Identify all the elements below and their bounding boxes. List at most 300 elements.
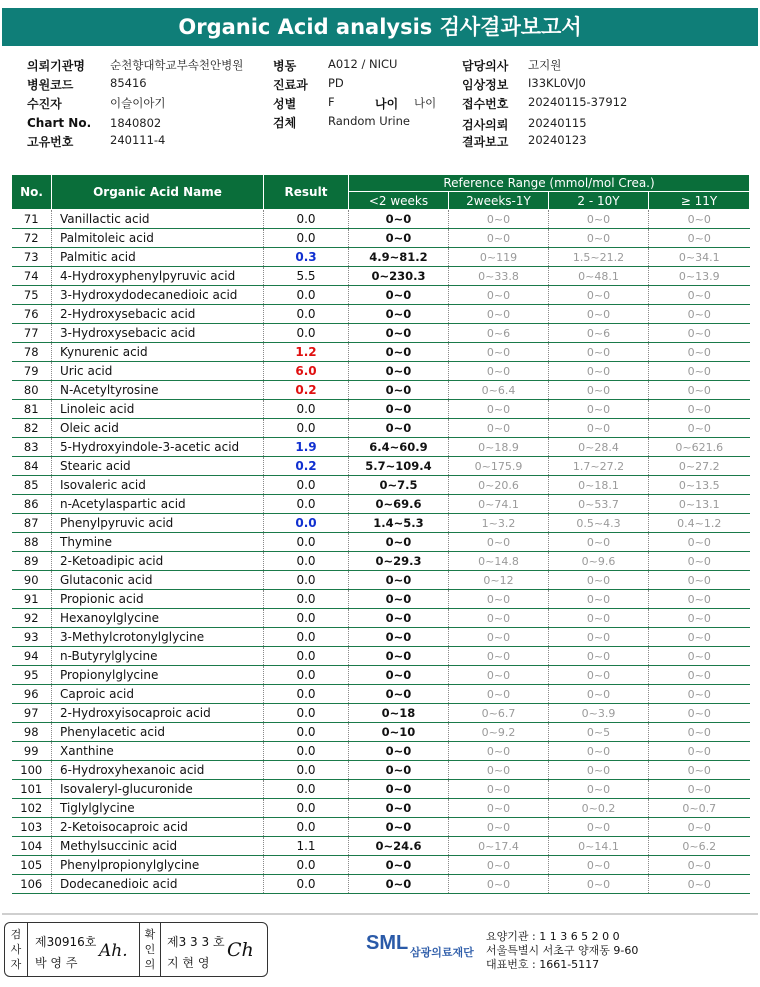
acid-name: 2-Hydroxysebacic acid bbox=[52, 305, 264, 324]
range-2weeks-1y: 0~0 bbox=[449, 799, 549, 818]
supervisor-name: 지 현 영 bbox=[167, 956, 210, 970]
info-label: 담당의사 bbox=[462, 59, 509, 73]
range-2weeks-1y: 0~17.4 bbox=[449, 837, 549, 856]
row-number: 78 bbox=[12, 343, 52, 362]
range-under-2-weeks: 0~0 bbox=[349, 381, 449, 400]
lab-info-line: 요양기관 : 1 1 3 6 5 2 0 0 bbox=[486, 930, 620, 943]
range-2-10y: 0~0 bbox=[549, 742, 649, 761]
range-under-2-weeks: 0~0 bbox=[349, 419, 449, 438]
range-under-2-weeks: 6.4~60.9 bbox=[349, 438, 449, 457]
range-11y-plus: 0~0 bbox=[649, 419, 750, 438]
info-value: 20240123 bbox=[528, 133, 587, 147]
range-11y-plus: 0~0 bbox=[649, 590, 750, 609]
acid-name: Isovaleryl-glucuronide bbox=[52, 780, 264, 799]
info-label: 고유번호 bbox=[27, 135, 74, 149]
acid-name: Glutaconic acid bbox=[52, 571, 264, 590]
footer-divider bbox=[2, 913, 758, 915]
info-label: 병원코드 bbox=[27, 78, 74, 92]
result-value: 0.0 bbox=[264, 324, 349, 343]
range-under-2-weeks: 1.4~5.3 bbox=[349, 514, 449, 533]
range-under-2-weeks: 0~0 bbox=[349, 856, 449, 875]
range-11y-plus: 0~0 bbox=[649, 552, 750, 571]
range-2weeks-1y: 0~74.1 bbox=[449, 495, 549, 514]
info-value: 나이 bbox=[414, 96, 437, 110]
row-number: 82 bbox=[12, 419, 52, 438]
result-value: 0.0 bbox=[264, 514, 349, 533]
acid-name: Thymine bbox=[52, 533, 264, 552]
row-number: 77 bbox=[12, 324, 52, 343]
row-number: 95 bbox=[12, 666, 52, 685]
range-2weeks-1y: 0~0 bbox=[449, 628, 549, 647]
row-number: 83 bbox=[12, 438, 52, 457]
range-2-10y: 0~0 bbox=[549, 362, 649, 381]
range-2-10y: 0~0 bbox=[549, 229, 649, 248]
result-value: 1.1 bbox=[264, 837, 349, 856]
table-row bbox=[12, 381, 750, 400]
range-11y-plus: 0~0 bbox=[649, 723, 750, 742]
range-2weeks-1y: 0~14.8 bbox=[449, 552, 549, 571]
info-value: 이슬이아기 bbox=[110, 96, 166, 110]
range-under-2-weeks: 5.7~109.4 bbox=[349, 457, 449, 476]
range-under-2-weeks: 0~0 bbox=[349, 742, 449, 761]
range-2weeks-1y: 0~0 bbox=[449, 666, 549, 685]
range-2-10y: 0~0 bbox=[549, 381, 649, 400]
acid-name: 3-Hydroxysebacic acid bbox=[52, 324, 264, 343]
info-value: 고지원 bbox=[528, 58, 562, 72]
result-value: 0.0 bbox=[264, 476, 349, 495]
row-number: 106 bbox=[12, 875, 52, 894]
range-11y-plus: 0~0 bbox=[649, 761, 750, 780]
range-2-10y: 0~0 bbox=[549, 419, 649, 438]
result-value: 0.0 bbox=[264, 647, 349, 666]
result-value: 1.9 bbox=[264, 438, 349, 457]
range-11y-plus: 0~0 bbox=[649, 400, 750, 419]
table-row bbox=[12, 438, 750, 457]
result-value: 0.2 bbox=[264, 457, 349, 476]
range-under-2-weeks: 0~0 bbox=[349, 647, 449, 666]
acid-name: n-Butyrylglycine bbox=[52, 647, 264, 666]
info-label: 검체 bbox=[273, 116, 297, 130]
acid-name: 4-Hydroxyphenylpyruvic acid bbox=[52, 267, 264, 286]
range-under-2-weeks: 0~0 bbox=[349, 590, 449, 609]
result-value: 0.0 bbox=[264, 666, 349, 685]
result-value: 0.0 bbox=[264, 609, 349, 628]
range-11y-plus: 0~0 bbox=[649, 647, 750, 666]
range-2-10y: 0~0 bbox=[549, 343, 649, 362]
row-number: 92 bbox=[12, 609, 52, 628]
table-row bbox=[12, 305, 750, 324]
range-2weeks-1y: 0~9.2 bbox=[449, 723, 549, 742]
range-11y-plus: 0~0 bbox=[649, 685, 750, 704]
acid-name: Methylsuccinic acid bbox=[52, 837, 264, 856]
info-value: A012 / NICU bbox=[328, 57, 398, 71]
range-under-2-weeks: 0~0 bbox=[349, 362, 449, 381]
range-2-10y: 0~0 bbox=[549, 647, 649, 666]
table-row bbox=[12, 685, 750, 704]
range-2weeks-1y: 0~0 bbox=[449, 761, 549, 780]
acid-name: Isovaleric acid bbox=[52, 476, 264, 495]
result-value: 0.3 bbox=[264, 248, 349, 267]
result-value: 0.0 bbox=[264, 400, 349, 419]
range-under-2-weeks: 0~0 bbox=[349, 799, 449, 818]
range-2weeks-1y: 0~0 bbox=[449, 419, 549, 438]
range-under-2-weeks: 0~230.3 bbox=[349, 267, 449, 286]
lab-info-line: 서울특별시 서초구 양재동 9-60 bbox=[486, 944, 639, 957]
range-2-10y: 0~53.7 bbox=[549, 495, 649, 514]
range-2weeks-1y: 0~119 bbox=[449, 248, 549, 267]
row-number: 89 bbox=[12, 552, 52, 571]
row-number: 104 bbox=[12, 837, 52, 856]
range-2weeks-1y: 0~0 bbox=[449, 362, 549, 381]
range-2-10y: 0~9.6 bbox=[549, 552, 649, 571]
info-label: 나이 bbox=[375, 97, 399, 111]
range-2weeks-1y: 0~18.9 bbox=[449, 438, 549, 457]
result-value: 0.0 bbox=[264, 286, 349, 305]
range-under-2-weeks: 0~0 bbox=[349, 685, 449, 704]
acid-name: 6-Hydroxyhexanoic acid bbox=[52, 761, 264, 780]
row-number: 102 bbox=[12, 799, 52, 818]
range-2-10y: 0~0 bbox=[549, 628, 649, 647]
acid-name: Propionic acid bbox=[52, 590, 264, 609]
row-number: 73 bbox=[12, 248, 52, 267]
inspector-license: 제30916호 bbox=[35, 935, 97, 949]
row-number: 99 bbox=[12, 742, 52, 761]
acid-name: Phenylpropionylglycine bbox=[52, 856, 264, 875]
range-11y-plus: 0~13.9 bbox=[649, 267, 750, 286]
range-2weeks-1y: 0~6.7 bbox=[449, 704, 549, 723]
row-number: 85 bbox=[12, 476, 52, 495]
range-2-10y: 0~0 bbox=[549, 609, 649, 628]
range-11y-plus: 0~0 bbox=[649, 609, 750, 628]
range-under-2-weeks: 0~0 bbox=[349, 609, 449, 628]
range-2weeks-1y: 1~3.2 bbox=[449, 514, 549, 533]
acid-name: Hexanoylglycine bbox=[52, 609, 264, 628]
acid-name: 5-Hydroxyindole-3-acetic acid bbox=[52, 438, 264, 457]
range-11y-plus: 0~0 bbox=[649, 286, 750, 305]
range-under-2-weeks: 0~18 bbox=[349, 704, 449, 723]
logo-text: 삼광의료재단 bbox=[410, 946, 474, 959]
acid-name: n-Acetylaspartic acid bbox=[52, 495, 264, 514]
range-2-10y: 0~0 bbox=[549, 400, 649, 419]
acid-name: N-Acetyltyrosine bbox=[52, 381, 264, 400]
table-row bbox=[12, 666, 750, 685]
range-2weeks-1y: 0~0 bbox=[449, 210, 549, 229]
range-2-10y: 1.5~21.2 bbox=[549, 248, 649, 267]
range-11y-plus: 0~0 bbox=[649, 628, 750, 647]
info-label: Chart No. bbox=[27, 116, 92, 130]
table-row bbox=[12, 571, 750, 590]
row-number: 96 bbox=[12, 685, 52, 704]
table-row bbox=[12, 457, 750, 476]
info-value: 85416 bbox=[110, 76, 147, 90]
acid-name: 2-Ketoisocaproic acid bbox=[52, 818, 264, 837]
row-number: 90 bbox=[12, 571, 52, 590]
table-row bbox=[12, 837, 750, 856]
col-header-result: Result bbox=[264, 175, 349, 210]
info-label: 결과보고 bbox=[462, 135, 509, 149]
range-under-2-weeks: 4.9~81.2 bbox=[349, 248, 449, 267]
range-11y-plus: 0~0.7 bbox=[649, 799, 750, 818]
info-label: 진료과 bbox=[273, 78, 308, 92]
info-label: 임상정보 bbox=[462, 78, 509, 92]
acid-name: Uric acid bbox=[52, 362, 264, 381]
row-number: 72 bbox=[12, 229, 52, 248]
range-11y-plus: 0~13.5 bbox=[649, 476, 750, 495]
info-label: 병동 bbox=[273, 59, 297, 73]
range-2-10y: 0~6 bbox=[549, 324, 649, 343]
result-value: 0.0 bbox=[264, 818, 349, 837]
result-value: 0.0 bbox=[264, 571, 349, 590]
result-value: 0.0 bbox=[264, 628, 349, 647]
table-row bbox=[12, 704, 750, 723]
result-value: 0.0 bbox=[264, 875, 349, 894]
result-value: 1.2 bbox=[264, 343, 349, 362]
patient-info bbox=[0, 56, 760, 152]
row-number: 88 bbox=[12, 533, 52, 552]
result-value: 0.0 bbox=[264, 761, 349, 780]
range-2-10y: 0.5~4.3 bbox=[549, 514, 649, 533]
range-2-10y: 0~14.1 bbox=[549, 837, 649, 856]
col-header-range: ≥ 11Y bbox=[649, 192, 750, 210]
table-row bbox=[12, 761, 750, 780]
range-under-2-weeks: 0~24.6 bbox=[349, 837, 449, 856]
info-label: 검사의뢰 bbox=[462, 118, 509, 132]
range-2weeks-1y: 0~6.4 bbox=[449, 381, 549, 400]
row-number: 74 bbox=[12, 267, 52, 286]
table-row bbox=[12, 248, 750, 267]
acid-name: Caproic acid bbox=[52, 685, 264, 704]
row-number: 87 bbox=[12, 514, 52, 533]
table-row bbox=[12, 286, 750, 305]
row-number: 86 bbox=[12, 495, 52, 514]
supervisor-label: 확인의 bbox=[144, 928, 156, 971]
range-2-10y: 0~0 bbox=[549, 875, 649, 894]
result-value: 0.0 bbox=[264, 780, 349, 799]
range-11y-plus: 0~0 bbox=[649, 362, 750, 381]
inspector-signature: Ah. bbox=[99, 941, 128, 961]
range-2weeks-1y: 0~0 bbox=[449, 229, 549, 248]
range-2weeks-1y: 0~0 bbox=[449, 286, 549, 305]
table-row bbox=[12, 324, 750, 343]
acid-name: Stearic acid bbox=[52, 457, 264, 476]
range-2weeks-1y: 0~0 bbox=[449, 818, 549, 837]
info-label: 수진자 bbox=[27, 97, 62, 111]
info-value: PD bbox=[328, 76, 344, 90]
supervisor-signature: Ch bbox=[227, 939, 254, 961]
range-11y-plus: 0~621.6 bbox=[649, 438, 750, 457]
result-value: 0.0 bbox=[264, 495, 349, 514]
range-11y-plus: 0~0 bbox=[649, 666, 750, 685]
table-row bbox=[12, 533, 750, 552]
row-number: 93 bbox=[12, 628, 52, 647]
range-2-10y: 0~0 bbox=[549, 533, 649, 552]
range-under-2-weeks: 0~0 bbox=[349, 818, 449, 837]
acid-name: Propionylglycine bbox=[52, 666, 264, 685]
range-under-2-weeks: 0~0 bbox=[349, 780, 449, 799]
acid-name: 2-Hydroxyisocaproic acid bbox=[52, 704, 264, 723]
col-header-reference: Reference Range (mmol/mol Crea.) bbox=[349, 175, 750, 192]
acid-name: Tiglylglycine bbox=[52, 799, 264, 818]
range-2weeks-1y: 0~0 bbox=[449, 533, 549, 552]
range-2-10y: 0~0 bbox=[549, 210, 649, 229]
table-row bbox=[12, 647, 750, 666]
results-table bbox=[11, 174, 750, 894]
table-row bbox=[12, 419, 750, 438]
info-value: I33KL0VJ0 bbox=[528, 76, 586, 90]
divider bbox=[27, 923, 28, 976]
acid-name: Xanthine bbox=[52, 742, 264, 761]
acid-name: Palmitoleic acid bbox=[52, 229, 264, 248]
range-2-10y: 0~0.2 bbox=[549, 799, 649, 818]
result-value: 0.0 bbox=[264, 742, 349, 761]
result-value: 0.0 bbox=[264, 590, 349, 609]
range-2weeks-1y: 0~6 bbox=[449, 324, 549, 343]
range-under-2-weeks: 0~0 bbox=[349, 571, 449, 590]
row-number: 84 bbox=[12, 457, 52, 476]
range-under-2-weeks: 0~0 bbox=[349, 875, 449, 894]
result-value: 0.0 bbox=[264, 685, 349, 704]
table-row bbox=[12, 780, 750, 799]
supervisor-license: 제3 3 3 호 bbox=[167, 935, 225, 949]
col-header-range: <2 weeks bbox=[349, 192, 449, 210]
acid-name: Kynurenic acid bbox=[52, 343, 264, 362]
table-row bbox=[12, 400, 750, 419]
row-number: 101 bbox=[12, 780, 52, 799]
table-row bbox=[12, 343, 750, 362]
acid-name: 3-Methylcrotonylglycine bbox=[52, 628, 264, 647]
sml-logo bbox=[366, 930, 486, 970]
range-11y-plus: 0~0 bbox=[649, 533, 750, 552]
range-under-2-weeks: 0~0 bbox=[349, 286, 449, 305]
range-under-2-weeks: 0~0 bbox=[349, 210, 449, 229]
range-11y-plus: 0~0 bbox=[649, 856, 750, 875]
col-header-range: 2 - 10Y bbox=[549, 192, 649, 210]
col-header-no: No. bbox=[12, 175, 52, 210]
acid-name: 3-Hydroxydodecanedioic acid bbox=[52, 286, 264, 305]
range-2-10y: 0~0 bbox=[549, 590, 649, 609]
range-11y-plus: 0~0 bbox=[649, 571, 750, 590]
row-number: 91 bbox=[12, 590, 52, 609]
divider bbox=[160, 923, 161, 976]
result-value: 0.0 bbox=[264, 210, 349, 229]
range-2weeks-1y: 0~175.9 bbox=[449, 457, 549, 476]
acid-name: Dodecanedioic acid bbox=[52, 875, 264, 894]
row-number: 71 bbox=[12, 210, 52, 229]
row-number: 79 bbox=[12, 362, 52, 381]
table-row bbox=[12, 856, 750, 875]
acid-name: Vanillactic acid bbox=[52, 210, 264, 229]
range-under-2-weeks: 0~10 bbox=[349, 723, 449, 742]
range-11y-plus: 0~13.1 bbox=[649, 495, 750, 514]
range-11y-plus: 0~34.1 bbox=[649, 248, 750, 267]
range-2-10y: 0~0 bbox=[549, 856, 649, 875]
range-2-10y: 0~48.1 bbox=[549, 267, 649, 286]
range-2-10y: 0~0 bbox=[549, 780, 649, 799]
result-value: 0.0 bbox=[264, 533, 349, 552]
range-2-10y: 0~28.4 bbox=[549, 438, 649, 457]
acid-name: Palmitic acid bbox=[52, 248, 264, 267]
info-label: 성별 bbox=[273, 97, 297, 111]
table-row bbox=[12, 723, 750, 742]
range-2weeks-1y: 0~0 bbox=[449, 609, 549, 628]
range-2weeks-1y: 0~0 bbox=[449, 875, 549, 894]
range-2-10y: 1.7~27.2 bbox=[549, 457, 649, 476]
range-under-2-weeks: 0~0 bbox=[349, 229, 449, 248]
range-2-10y: 0~0 bbox=[549, 571, 649, 590]
row-number: 103 bbox=[12, 818, 52, 837]
range-2weeks-1y: 0~0 bbox=[449, 305, 549, 324]
lab-info bbox=[486, 930, 638, 972]
result-value: 0.0 bbox=[264, 229, 349, 248]
result-value: 0.0 bbox=[264, 704, 349, 723]
result-value: 0.0 bbox=[264, 419, 349, 438]
info-value: 20240115-37912 bbox=[528, 95, 628, 109]
result-value: 0.0 bbox=[264, 552, 349, 571]
range-2-10y: 0~0 bbox=[549, 818, 649, 837]
table-row bbox=[12, 267, 750, 286]
range-2weeks-1y: 0~0 bbox=[449, 647, 549, 666]
range-under-2-weeks: 0~0 bbox=[349, 324, 449, 343]
range-2-10y: 0~0 bbox=[549, 286, 649, 305]
table-row bbox=[12, 818, 750, 837]
info-value: 순천향대학교부속천안병원 bbox=[110, 58, 244, 72]
col-header-range: 2weeks-1Y bbox=[449, 192, 549, 210]
lab-info-line: 대표번호 : 1661-5117 bbox=[486, 958, 600, 971]
range-11y-plus: 0~0 bbox=[649, 875, 750, 894]
range-2weeks-1y: 0~20.6 bbox=[449, 476, 549, 495]
row-number: 80 bbox=[12, 381, 52, 400]
row-number: 98 bbox=[12, 723, 52, 742]
result-value: 0.0 bbox=[264, 799, 349, 818]
row-number: 81 bbox=[12, 400, 52, 419]
result-value: 0.2 bbox=[264, 381, 349, 400]
range-2-10y: 0~0 bbox=[549, 761, 649, 780]
acid-name: Oleic acid bbox=[52, 419, 264, 438]
table-row bbox=[12, 210, 750, 229]
acid-name: Linoleic acid bbox=[52, 400, 264, 419]
table-row bbox=[12, 742, 750, 761]
range-11y-plus: 0~0 bbox=[649, 305, 750, 324]
table-row bbox=[12, 514, 750, 533]
result-value: 0.0 bbox=[264, 723, 349, 742]
table-row bbox=[12, 476, 750, 495]
range-2weeks-1y: 0~0 bbox=[449, 856, 549, 875]
range-2weeks-1y: 0~0 bbox=[449, 343, 549, 362]
table-row bbox=[12, 628, 750, 647]
table-row bbox=[12, 875, 750, 894]
range-under-2-weeks: 0~0 bbox=[349, 628, 449, 647]
info-label: 의뢰기관명 bbox=[27, 59, 85, 73]
range-under-2-weeks: 0~0 bbox=[349, 343, 449, 362]
info-label: 접수번호 bbox=[462, 97, 509, 111]
range-11y-plus: 0~0 bbox=[649, 324, 750, 343]
table-row bbox=[12, 495, 750, 514]
acid-name: 2-Ketoadipic acid bbox=[52, 552, 264, 571]
range-11y-plus: 0~0 bbox=[649, 704, 750, 723]
range-11y-plus: 0~0 bbox=[649, 343, 750, 362]
signature-box bbox=[4, 922, 268, 977]
range-2weeks-1y: 0~12 bbox=[449, 571, 549, 590]
info-value: 20240115 bbox=[528, 116, 587, 130]
range-11y-plus: 0~6.2 bbox=[649, 837, 750, 856]
row-number: 94 bbox=[12, 647, 52, 666]
result-value: 0.0 bbox=[264, 305, 349, 324]
result-value: 6.0 bbox=[264, 362, 349, 381]
range-11y-plus: 0.4~1.2 bbox=[649, 514, 750, 533]
info-value: F bbox=[328, 95, 335, 109]
col-header-name: Organic Acid Name bbox=[52, 175, 264, 210]
info-value: 1840802 bbox=[110, 116, 162, 130]
